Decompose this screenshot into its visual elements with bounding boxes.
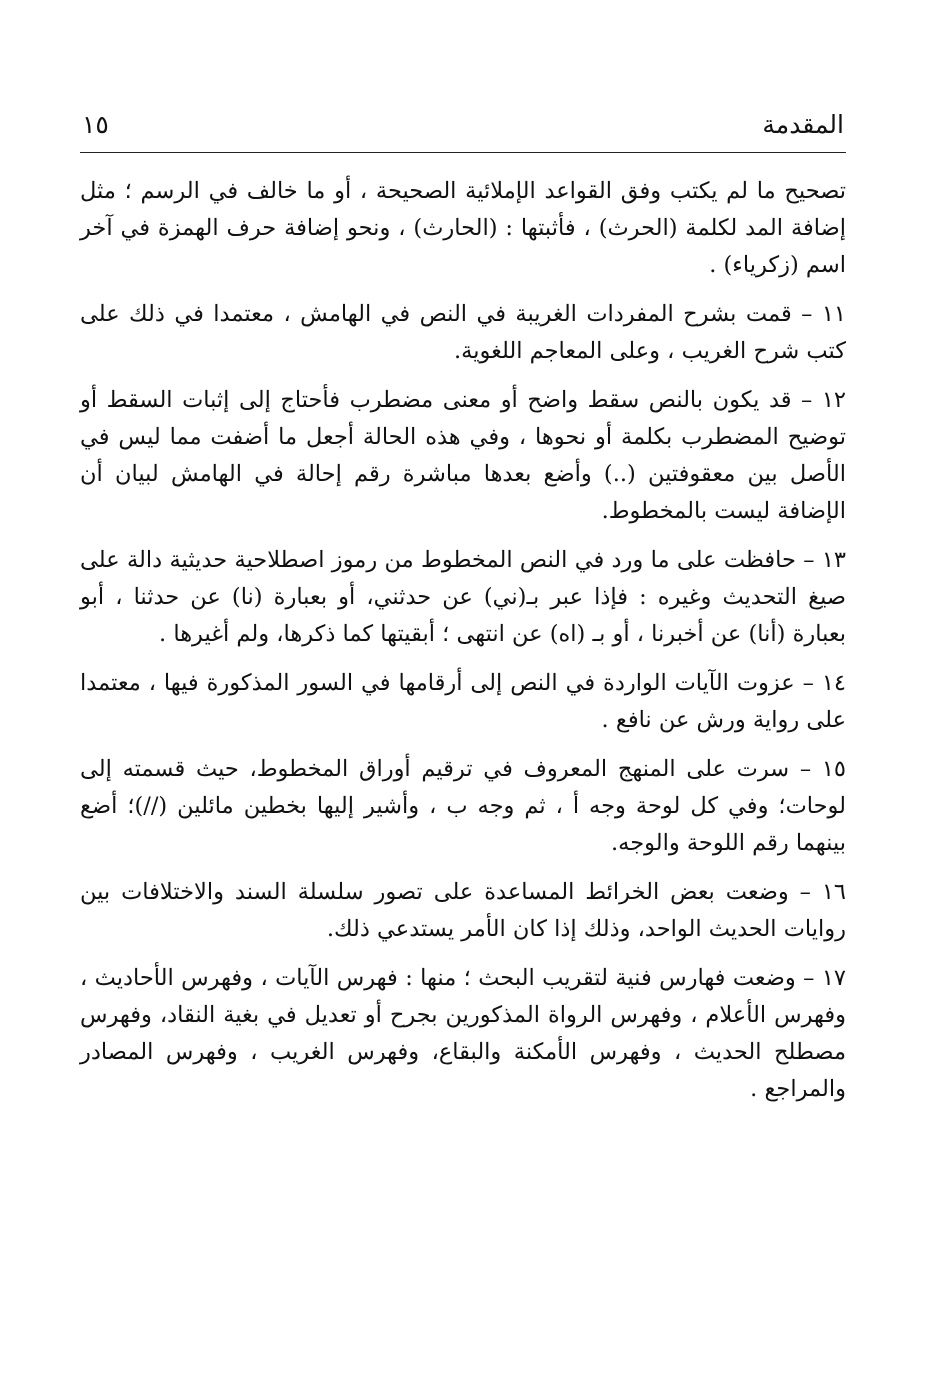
paragraph-item-16: ١٦ – وضعت بعض الخرائط المساعدة على تصور سلسلة السند والاختلافات بين روايات الحديث الواحد، وذلك إذا كان الأمر يستدعي ذلك.: [80, 879, 846, 942]
page-header: [80, 108, 846, 153]
paragraph-item-14: ١٤ – عزوت الآيات الواردة في النص إلى أرقامها في السور المذكورة فيها ، معتمدا على رواية ورش عن نافع .: [80, 670, 846, 733]
book-page: [80, 108, 846, 1120]
paragraph-item-12: ١٢ – قد يكون بالنص سقط واضح أو معنى مضطرب فأحتاج إلى إثبات السقط أو توضيح المضطرب بكلمة أو نحوها ، وفي هذه الحالة أجعل ما أضفت مما ليس في الأصل بين معقوفتين (..) وأضع بعدها مباشرة رقم إحالة في الهامش لبيان أن الإضافة ليست بالمخطوط.: [80, 387, 846, 524]
paragraph-item-17: ١٧ – وضعت فهارس فنية لتقريب البحث ؛ منها : فهرس الآيات ، وفهرس الأحاديث ، وفهرس الأعلام ، وفهرس الرواة المذكورين بجرح أو تعديل في بغية النقاد، وفهرس مصطلح الحديث ، وفهرس الأمكنة والبقاع، وفهرس الغريب ، وفهرس المصادر والمراجع .: [80, 965, 846, 1102]
page-number: ١٥: [82, 110, 109, 139]
paragraph-continuation: تصحيح ما لم يكتب وفق القواعد الإملائية الصحيحة ، أو ما خالف في الرسم ؛ مثل إضافة المد لكلمة (الحرث) ، فأثبتها : (الحارث) ، ونحو إضافة حرف الهمزة في آخر اسم (زكرياء) .: [80, 178, 846, 278]
paragraph-item-11: ١١ – قمت بشرح المفردات الغريبة في النص في الهامش ، معتمدا في ذلك على كتب شرح الغريب ، وعلى المعاجم اللغوية.: [80, 301, 846, 364]
chapter-title: المقدمة: [762, 110, 844, 139]
paragraph-item-13: ١٣ – حافظت على ما ورد في النص المخطوط من رموز اصطلاحية حديثية دالة على صيغ التحديث وغيره : فإذا عبر بـ(ني) عن حدثني، أو بعبارة (نا) عن حدثنا ، أبو بعبارة (أنا) عن أخبرنا ، أو بـ (اه) عن انتهى ؛ أبقيتها كما ذكرها، ولم أغيرها .: [80, 547, 846, 647]
body-text: [80, 173, 846, 1108]
paragraph-item-15: ١٥ – سرت على المنهج المعروف في ترقيم أوراق المخطوط، حيث قسمته إلى لوحات؛ وفي كل لوحة وجه أ ، ثم وجه ب ، وأشير إليها بخطين مائلين (//)؛ أضع بينهما رقم اللوحة والوجه.: [80, 756, 846, 856]
